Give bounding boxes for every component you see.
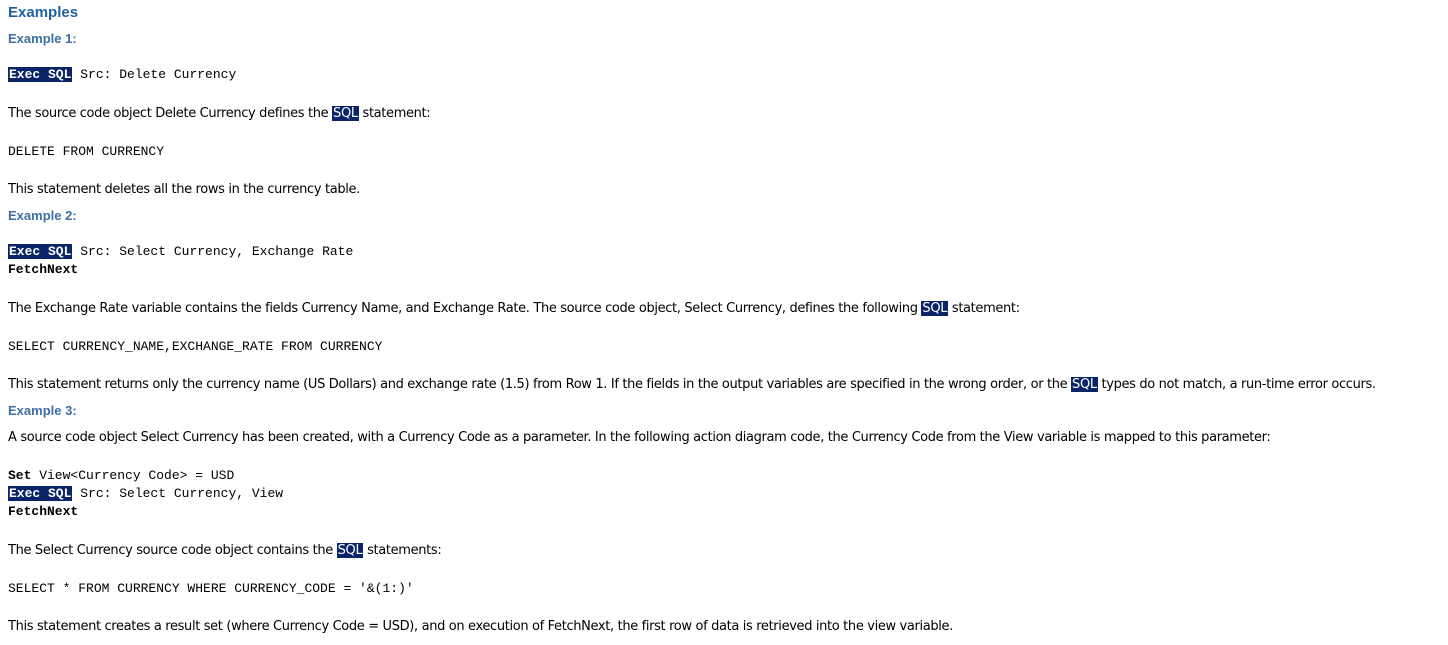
text: The source code object Delete Currency defines the xyxy=(8,106,333,121)
example-2-description xyxy=(8,301,1020,317)
code-text: Src: Select Currency, Exchange Rate xyxy=(72,244,354,259)
fetchnext-keyword: FetchNext xyxy=(8,504,79,519)
example-3-code-line-3 xyxy=(8,503,78,521)
sql-highlight: SQL xyxy=(1072,377,1097,392)
example-3-code-line-1 xyxy=(8,467,234,485)
example-1-code-line xyxy=(8,66,236,84)
text: The Select Currency source code object contains the xyxy=(8,543,337,558)
example-3-sql: SELECT * FROM CURRENCY WHERE CURRENCY_CODE = '&(1:)' xyxy=(8,581,414,596)
example-2-code-line-2 xyxy=(8,261,78,279)
code-text: View<Currency Code> = USD xyxy=(31,468,235,483)
page-title: Examples xyxy=(8,4,79,21)
code-text: Src: Select Currency, View xyxy=(72,486,284,501)
text: statements: xyxy=(363,543,442,558)
example-2-heading: Example 2: xyxy=(8,208,77,223)
example-1-result: This statement deletes all the rows in the currency table. xyxy=(8,182,360,197)
example-3-statements-intro xyxy=(8,543,441,559)
text: The Exchange Rate variable contains the fields Currency Name, and Exchange Rate. The source code object, Select Currency, defines the following xyxy=(8,301,922,316)
example-1-heading: Example 1: xyxy=(8,31,77,46)
example-3-heading: Example 3: xyxy=(8,403,77,418)
sql-highlight: SQL xyxy=(922,301,948,316)
example-2-sql: SELECT CURRENCY_NAME,EXCHANGE_RATE FROM CURRENCY xyxy=(8,339,383,354)
text: statement: xyxy=(948,301,1020,316)
exec-sql-keyword: Exec SQL xyxy=(9,486,72,501)
example-3-result: This statement creates a result set (where Currency Code = USD), and on execution of FetchNext, the first row of data is retrieved into the view variable. xyxy=(8,619,953,634)
example-3-code-line-2 xyxy=(8,485,283,503)
text: statement: xyxy=(358,106,431,121)
exec-sql-keyword: Exec SQL xyxy=(9,244,72,259)
sql-highlight: SQL xyxy=(333,106,358,121)
code-text: Src: Delete Currency xyxy=(72,67,237,82)
set-keyword: Set xyxy=(8,468,32,483)
text: This statement returns only the currency name (US Dollars) and exchange rate (1.5) from Row 1. If the fields in the output variables are specified in the wrong order, or the xyxy=(8,377,1072,392)
exec-sql-keyword: Exec SQL xyxy=(9,67,72,82)
text: types do not match, a run-time error occurs. xyxy=(1097,377,1376,392)
example-2-result xyxy=(8,377,1376,393)
example-2-code-line-1 xyxy=(8,243,353,261)
example-3-description: A source code object Select Currency has been created, with a Currency Code as a parameter. In the following action diagram code, the Currency Code from the View variable is mapped to this parameter: xyxy=(8,430,1271,445)
fetchnext-keyword: FetchNext xyxy=(8,262,79,277)
sql-highlight: SQL xyxy=(337,543,363,558)
example-1-sql: DELETE FROM CURRENCY xyxy=(8,144,165,159)
example-1-description xyxy=(8,106,430,122)
